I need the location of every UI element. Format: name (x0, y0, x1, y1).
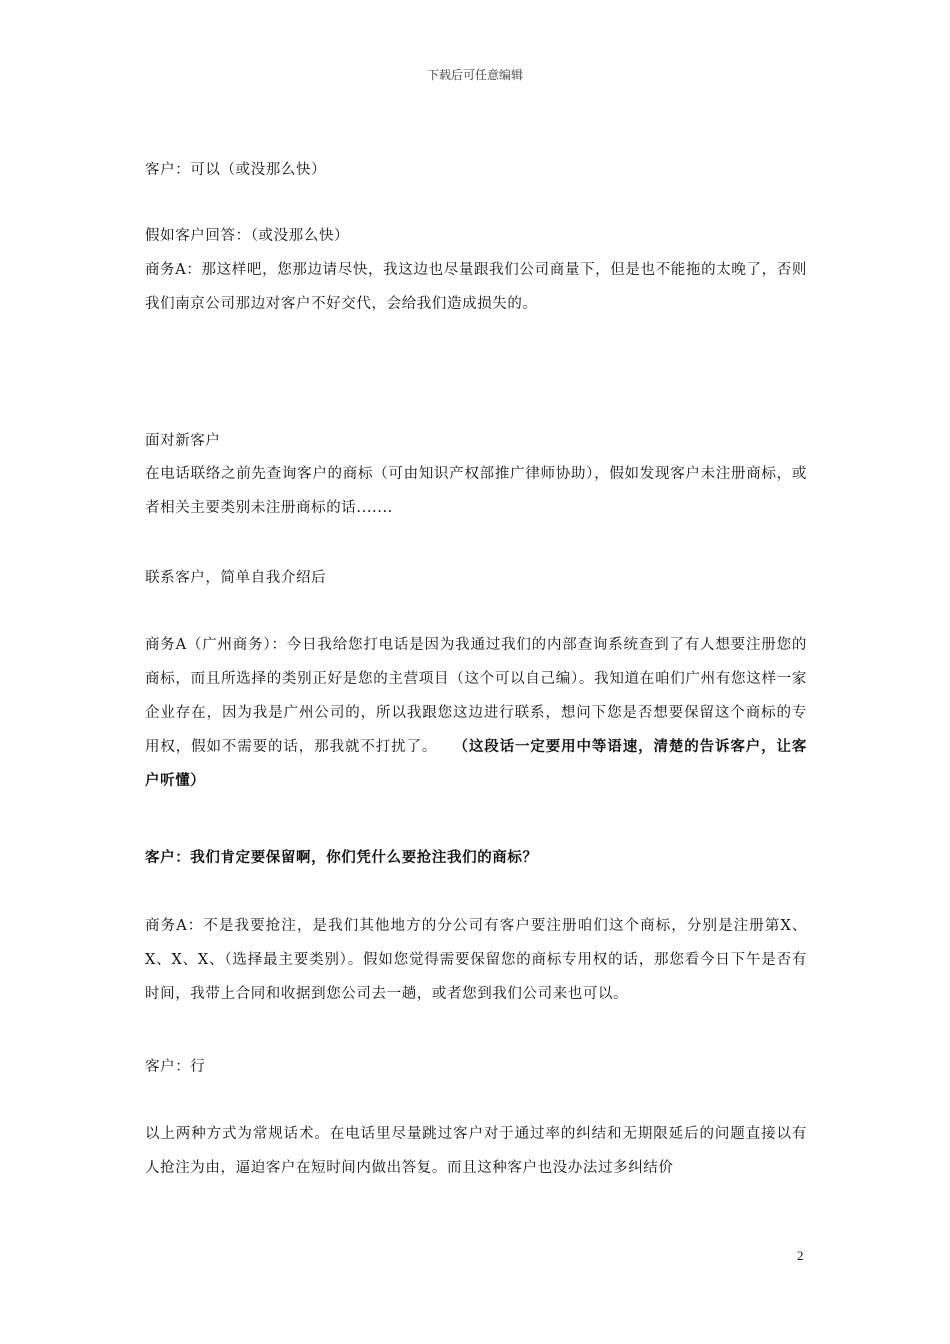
page-header: 下载后可任意编辑 (426, 68, 523, 82)
page-number: 2 (797, 1248, 804, 1263)
script-text: 商务A（广州商务）：今日我给您打电话是因为我通过我们的内部查询系统查到了有人想要注册您的商标，而且所选择的类别正好是您的主营项目（这个可以自己编）。我知道在咱们广州有您这样一家企业存在，因为我是广州公司的，所以我跟您这边进行联系，想问下您是否想要保留这个商标的专用权，假如不需要的话，那我就不打扰了。 (145, 637, 807, 755)
paragraph-if-customer-answers: 假如客户回答：（或没那么快） (145, 228, 350, 244)
paragraph-customer-question: 客户：我们肯定要保留啊，你们凭什么要抢注我们的商标？ (145, 849, 538, 866)
paragraph-business-a-explanation: 商务A：不是我要抢注，是我们其他地方的分公司有客户要注册咱们这个商标，分别是注册第X、X、X、X、（选择最主要类别）。假如您觉得需要保留您的商标专用权的话，那您看今日下午是否有时间，我带上合同和收据到您公司去一趟，或者您到我们公司来也可以。 (145, 918, 807, 1002)
paragraph-customer-reply: 客户：可以（或没那么快） (145, 162, 327, 178)
paragraph-business-a-script (145, 628, 807, 798)
section-heading-new-customers: 面对新客户 (145, 433, 221, 449)
paragraph-before-calling: 在电话联络之前先查询客户的商标（可由知识产权部推广律师协助），假如发现客户未注册商标，或者相关主要类别未注册商标的话....... (145, 466, 807, 516)
paragraph-summary: 以上两种方式为常规话术。在电话里尽量跳过客户对于通过率的纠结和无期限延后的问题直接以有人抢注为由，逼迫客户在短时间内做出答复。而且这种客户也没办法过多纠结价 (145, 1126, 807, 1176)
script-speaking-note: （这段话一定要用中等语速，清楚的告诉客户，让客户听懂） (145, 738, 807, 789)
paragraph-business-a-reply: 商务A：那这样吧，您那边请尽快，我这边也尽量跟我们公司商量下，但是也不能拖的太晚了，否则我们南京公司那边对客户不好交代，会给我们造成损失的。 (145, 262, 807, 312)
paragraph-contact-customer: 联系客户，简单自我介绍后 (145, 570, 327, 586)
paragraph-customer-agrees: 客户：行 (145, 1059, 206, 1075)
